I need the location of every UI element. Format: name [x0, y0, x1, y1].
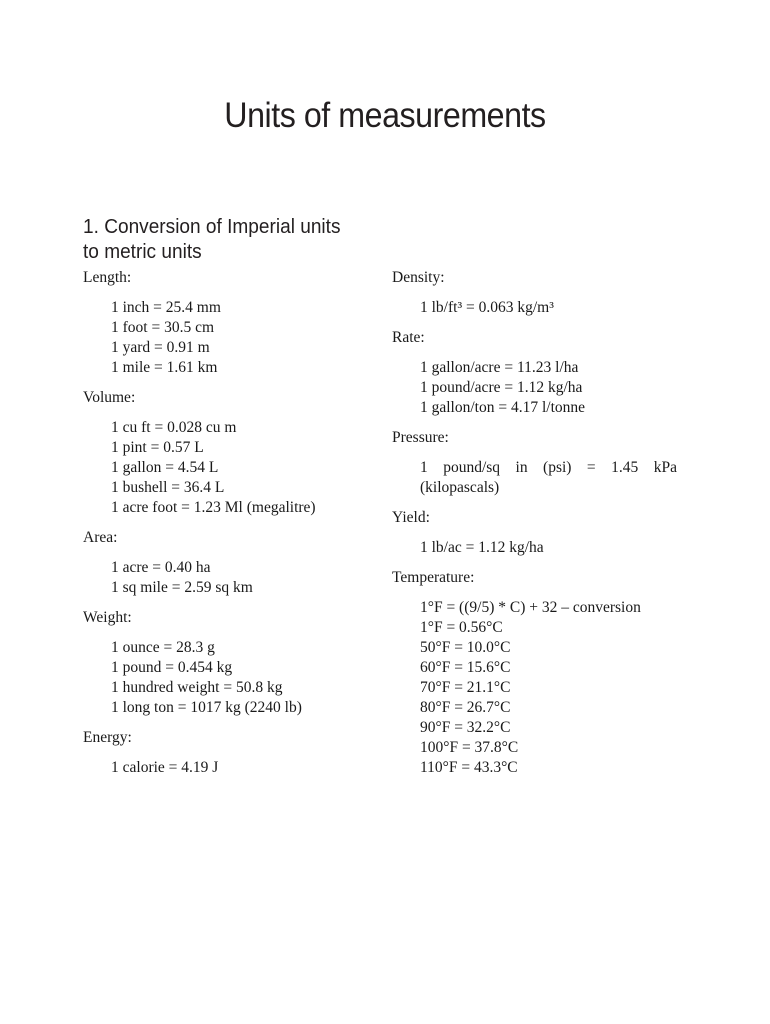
conversion-item: 1 gallon = 4.54 L	[111, 459, 219, 476]
conversion-item: 90°F = 32.2°C	[420, 719, 511, 736]
section-heading	[83, 214, 362, 264]
conversion-item: 1 pint = 0.57 L	[111, 439, 204, 456]
conversion-list	[420, 458, 677, 498]
group-density	[392, 268, 677, 318]
conversion-list	[111, 558, 373, 598]
group-pressure	[392, 428, 677, 498]
conversion-item: 1 calorie = 4.19 J	[111, 759, 219, 776]
conversion-list	[111, 638, 373, 718]
conversion-item: 1 lb/ac = 1.12 kg/ha	[420, 539, 544, 556]
conversion-item: 1 gallon/acre = 11.23 l/ha	[420, 359, 579, 376]
conversion-item: 1 long ton = 1017 kg (2240 lb)	[111, 699, 302, 716]
conversion-list	[111, 418, 373, 518]
conversion-item: 100°F = 37.8°C	[420, 739, 519, 756]
group-label: Length:	[83, 269, 132, 286]
conversion-item: 1 acre = 0.40 ha	[111, 559, 211, 576]
conversion-item: 1°F = ((9/5) * C) + 32 – conversion	[420, 599, 641, 616]
group-volume	[83, 388, 373, 518]
group-label: Rate:	[392, 329, 425, 346]
conversion-item: 1 yard = 0.91 m	[111, 339, 210, 356]
left-column	[83, 268, 373, 788]
conversion-item: 1 bushell = 36.4 L	[111, 479, 225, 496]
conversion-list	[111, 758, 373, 778]
conversion-item: 70°F = 21.1°C	[420, 679, 511, 696]
conversion-item: 1 mile = 1.61 km	[111, 359, 218, 376]
conversion-list	[420, 538, 677, 558]
conversion-item: 1 gallon/ton = 4.17 l/tonne	[420, 399, 586, 416]
section-heading-line-1: 1. Conversion of Imperial units	[83, 215, 341, 238]
conversion-list	[420, 298, 677, 318]
conversion-item: 1 inch = 25.4 mm	[111, 299, 221, 316]
group-weight	[83, 608, 373, 718]
conversion-item: 1 cu ft = 0.028 cu m	[111, 419, 237, 436]
conversion-item: 1 pound = 0.454 kg	[111, 659, 233, 676]
conversion-item: 1 sq mile = 2.59 sq km	[111, 579, 253, 596]
conversion-item: 80°F = 26.7°C	[420, 699, 511, 716]
group-label: Yield:	[392, 509, 430, 526]
conversion-item: 1 pound/acre = 1.12 kg/ha	[420, 379, 583, 396]
group-temperature	[392, 568, 677, 778]
page-title: Units of measurements	[224, 96, 546, 135]
conversion-item: 110°F = 43.3°C	[420, 759, 518, 776]
group-label: Weight:	[83, 609, 132, 626]
conversion-item: 1 pound/sq in (psi) = 1.45 kPa (kilopascals)	[420, 459, 677, 496]
conversion-item: 1 hundred weight = 50.8 kg	[111, 679, 283, 696]
group-label: Temperature:	[392, 569, 475, 586]
group-label: Density:	[392, 269, 445, 286]
group-area	[83, 528, 373, 598]
group-label: Energy:	[83, 729, 132, 746]
group-label: Area:	[83, 529, 118, 546]
group-energy	[83, 728, 373, 778]
right-column	[392, 268, 677, 788]
group-length	[83, 268, 373, 378]
conversion-item: 50°F = 10.0°C	[420, 639, 511, 656]
conversion-item: 1 ounce = 28.3 g	[111, 639, 215, 656]
group-rate	[392, 328, 677, 418]
conversion-list	[420, 358, 677, 418]
conversion-item: 1°F = 0.56°C	[420, 619, 503, 636]
section-heading-line-2: to metric units	[83, 240, 202, 263]
conversion-item: 60°F = 15.6°C	[420, 659, 511, 676]
group-yield	[392, 508, 677, 558]
conversion-list	[420, 598, 677, 778]
group-label: Volume:	[83, 389, 136, 406]
conversion-item: 1 foot = 30.5 cm	[111, 319, 215, 336]
group-label: Pressure:	[392, 429, 449, 446]
conversion-item: 1 lb/ft³ = 0.063 kg/m³	[420, 299, 554, 316]
conversion-list	[111, 298, 373, 378]
conversion-item: 1 acre foot = 1.23 Ml (megalitre)	[111, 499, 316, 516]
